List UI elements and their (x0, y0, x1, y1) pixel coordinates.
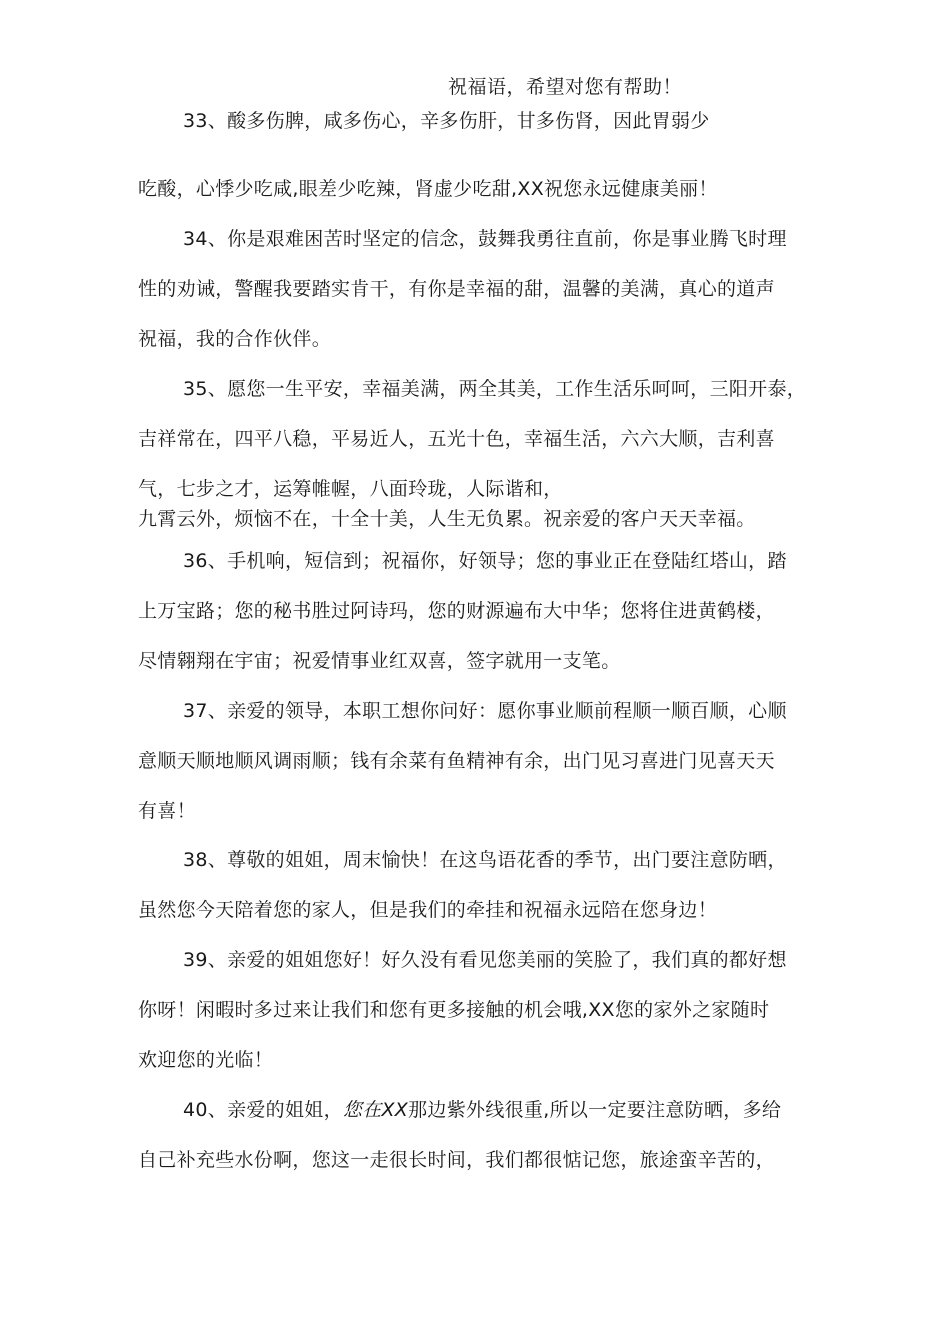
paragraph-line: 你呀！闲暇时多过来让我们和您有更多接触的机会哦,XX您的家外之家随时 (138, 999, 770, 1021)
paragraph-line: 上万宝路；您的秘书胜过阿诗玛，您的财源遍布大中华；您将住进黄鹤楼， (138, 600, 775, 622)
paragraph-line: 吉祥常在，四平八稳，平易近人，五光十色，幸福生活，六六大顺，吉利喜 (138, 428, 775, 450)
paragraph-line: 37、亲爱的领导，本职工想你问好：愿你事业顺前程顺一顺百顺，心顺 (183, 700, 787, 722)
paragraph-line: 意顺天顺地顺风调雨顺；钱有余菜有鱼精神有余，出门见习喜进门见喜天天 (138, 750, 775, 772)
paragraph-line: 38、尊敬的姐姐，周末愉快！在这鸟语花香的季节，出门要注意防晒， (183, 849, 787, 871)
paragraph-line: 有喜！ (138, 800, 196, 822)
paragraph-line: 欢迎您的光临！ (138, 1049, 274, 1071)
paragraph-line (183, 1097, 781, 1123)
paragraph-line: 34、你是艰难困苦时坚定的信念，鼓舞我勇往直前，你是事业腾飞时理 (183, 228, 787, 250)
paragraph-line: 气，七步之才，运筹帷幄，八面玲珑，人际谐和， (138, 478, 563, 500)
paragraph-line: 尽情翱翔在宇宙；祝爱情事业红双喜，签字就用一支笔。 (138, 650, 621, 672)
paragraph-line: 吃酸，心悸少吃咸,眼差少吃辣，肾虚少吃甜,XX祝您永远健康美丽！ (138, 178, 718, 200)
paragraph-line: 39、亲爱的姐姐您好！好久没有看见您美丽的笑脸了，我们真的都好想 (183, 949, 787, 971)
paragraph-line: 35、愿您一生平安，幸福美满，两全其美，工作生活乐呵呵，三阳开泰， (183, 378, 807, 400)
paragraph-line: 性的劝诫，警醒我要踏实肯干，有你是幸福的甜，温馨的美满，真心的道声 (138, 278, 775, 300)
line-segment: 40、亲爱的姐姐， (183, 1099, 343, 1121)
paragraph-line: 自己补充些水份啊，您这一走很长时间，我们都很惦记您，旅途蛮辛苦的， (138, 1149, 775, 1171)
line-segment: 那边紫外线很重,所以一定要注意防晒，多给 (408, 1099, 782, 1121)
paragraph-line: 33、酸多伤脾，咸多伤心，辛多伤肝，甘多伤肾，因此胃弱少 (183, 110, 710, 132)
paragraph-line: 九霄云外，烦恼不在，十全十美，人生无负累。祝亲爱的客户天天幸福。 (138, 508, 756, 530)
page-header: 祝福语，希望对您有帮助！ (448, 76, 683, 98)
paragraph-line: 虽然您今天陪着您的家人，但是我们的牵挂和祝福永远陪在您身边！ (138, 899, 718, 921)
paragraph-line: 祝福，我的合作伙伴。 (138, 328, 332, 350)
paragraph-line: 36、手机响，短信到；祝福你，好领导；您的事业正在登陆红塔山，踏 (183, 550, 787, 572)
line-segment-italic: 您在XX (342, 1099, 409, 1121)
